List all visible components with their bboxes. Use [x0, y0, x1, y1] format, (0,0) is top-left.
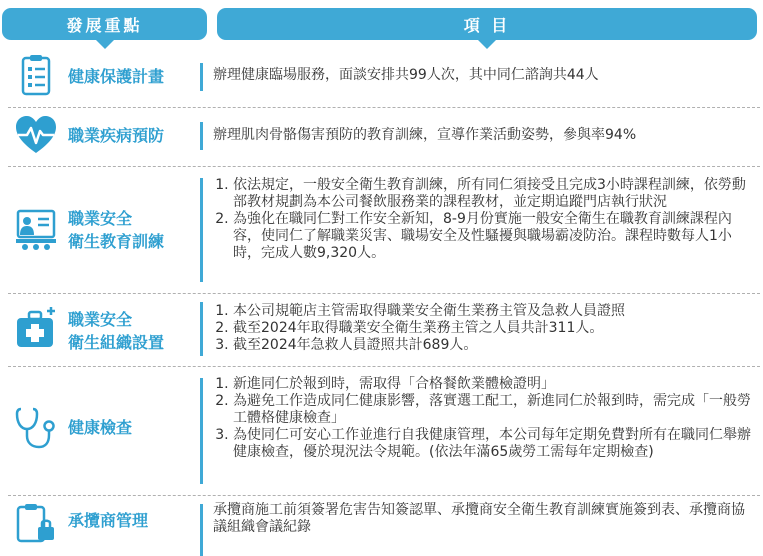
row-disease-prevention [0, 113, 763, 161]
list-item: 2. 為避免工作造成同仁健康影響，落實選工配工，新進同仁於報到時，需完成「一般勞工體格健康檢查」 [233, 393, 753, 427]
category-label: 職業疾病預防 [68, 126, 165, 145]
row-health-protection [0, 54, 763, 102]
list-item: 2. 為強化在職同仁對工作安全新知，8-9月份實施一般安全衛生在職教育訓練課程內容，使同仁了解職業災害、職場安全及性騷擾與職場霸凌防治。課程時數每人1小時，完成人數9,320人。 [233, 211, 753, 262]
row-divider [8, 366, 760, 367]
row-safety-organization [0, 296, 763, 362]
row-list [213, 376, 753, 461]
list-item: 3. 截至2024年急救人員證照共計689人。 [233, 337, 753, 354]
category-line: 職業安全 [68, 310, 133, 329]
category-line: 衛生組織設置 [68, 333, 165, 352]
row-accent-bar [200, 63, 203, 91]
list-item: 2. 截至2024年取得職業安全衛生業務主管之人員共計311人。 [233, 320, 753, 337]
row-divider [8, 107, 760, 108]
category-label [68, 308, 208, 354]
header-items: 項 目 [217, 8, 757, 40]
training-presentation-icon [14, 208, 58, 252]
row-accent-bar [200, 178, 203, 282]
row-contractor-management [0, 498, 763, 556]
clipboard-lock-icon [14, 501, 58, 545]
header-focus-area: 發展重點 [2, 8, 207, 40]
row-accent-bar [200, 504, 203, 556]
row-accent-bar [200, 122, 203, 150]
category-label [68, 207, 208, 253]
heart-pulse-icon [14, 114, 58, 158]
row-divider [8, 293, 760, 294]
category-line: 職業安全 [68, 209, 133, 228]
category-label: 健康保護計畫 [68, 67, 165, 86]
row-list [213, 303, 753, 354]
row-text: 辦理肌肉骨骼傷害預防的教育訓練，宣導作業活動姿勢，參與率94% [213, 127, 637, 143]
row-accent-bar [200, 302, 203, 356]
row-divider [8, 166, 760, 167]
row-text: 辦理健康臨場服務，面談安排共99人次，其中同仁諮詢共44人 [213, 67, 599, 83]
row-list [213, 177, 753, 262]
row-health-check [0, 370, 763, 492]
checklist-icon [14, 54, 58, 98]
row-accent-bar [200, 378, 203, 484]
category-label: 承攬商管理 [68, 511, 149, 530]
row-divider [8, 495, 760, 496]
category-label: 健康檢查 [68, 418, 133, 437]
list-item: 3. 為使同仁可安心工作並進行自我健康管理，本公司每年定期免費對所有在職同仁舉辦健康檢查，優於現況法令規範。(依法年滿65歲勞工需每年定期檢查) [233, 427, 753, 461]
row-safety-training [0, 170, 763, 290]
category-line: 衛生教育訓練 [68, 232, 165, 251]
list-item: 1. 新進同仁於報到時，需取得「合格餐飲業體檢證明」 [233, 376, 753, 393]
first-aid-kit-icon [14, 306, 58, 350]
list-item: 1. 本公司規範店主管需取得職業安全衛生業務主管及急救人員證照 [233, 303, 753, 320]
stethoscope-icon [14, 406, 58, 450]
row-text: 承攬商施工前須簽署危害告知簽認單、承攬商安全衛生教育訓練實施簽到表、承攬商協議組織會議紀錄 [213, 502, 745, 535]
list-item: 1. 依法規定，一般安全衛生教育訓練，所有同仁須接受且完成3小時課程訓練，依勞動部教材規劃為本公司餐飲服務業的課程教材，並定期追蹤門店執行狀況 [233, 177, 753, 211]
